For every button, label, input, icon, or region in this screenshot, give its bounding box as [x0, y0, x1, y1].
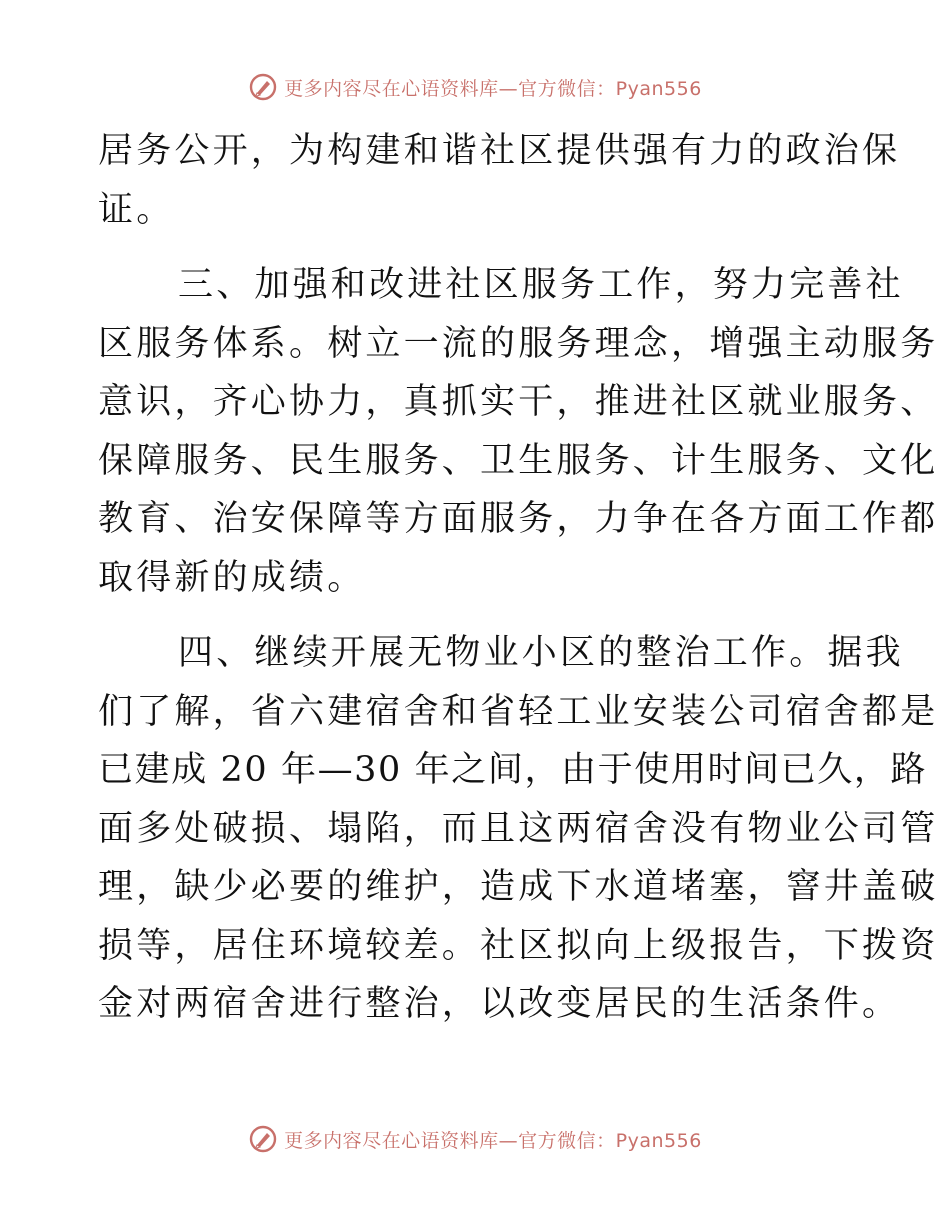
text-line: 已建成 20 年—30 年之间，由于使用时间已久，路 [98, 750, 928, 790]
text-line: 面多处破损、塌陷，而且这两宿舍没有物业公司管 [98, 808, 939, 849]
document-body [98, 122, 939, 1034]
text-line: 教育、治安保障等方面服务，力争在各方面工作都 [98, 499, 939, 539]
text-line: 证。 [98, 189, 175, 230]
text-line: 居务公开，为构建和谐社区提供强有力的政治保 [98, 131, 901, 171]
paragraph-2 [98, 256, 939, 607]
watermark-text: 更多内容尽在心语资料库—官方微信：Pyan556 [284, 1129, 702, 1152]
paragraph-3 [98, 624, 939, 1034]
pen-logo-icon [248, 72, 278, 102]
text-line: 损等，居住环境较差。社区拟向上级报告，下拨资 [98, 925, 939, 966]
text-line: 取得新的成绩。 [98, 557, 366, 598]
pen-logo-icon [248, 1124, 278, 1154]
footer-watermark [0, 1124, 950, 1154]
text-line: 三、加强和改进社区服务工作，努力完善社 [178, 265, 904, 305]
text-line: 们了解，省六建宿舍和省轻工业安装公司宿舍都是 [98, 691, 939, 732]
text-line: 金对两宿舍进行整治，以改变居民的生活条件。 [98, 984, 901, 1024]
text-line: 保障服务、民生服务、卫生服务、计生服务、文化 [98, 440, 939, 481]
text-line: 四、继续开展无物业小区的整治工作。据我 [178, 633, 904, 673]
text-line: 意识，齐心协力，真抓实干，推进社区就业服务、 [98, 382, 939, 422]
text-line: 理，缺少必要的维护，造成下水道堵塞，窨井盖破 [98, 867, 939, 907]
text-line: 区服务体系。树立一流的服务理念，增强主动服务 [98, 323, 939, 364]
paragraph-1 [98, 122, 901, 239]
watermark-text: 更多内容尽在心语资料库—官方微信：Pyan556 [284, 77, 702, 100]
header-watermark [0, 72, 950, 102]
